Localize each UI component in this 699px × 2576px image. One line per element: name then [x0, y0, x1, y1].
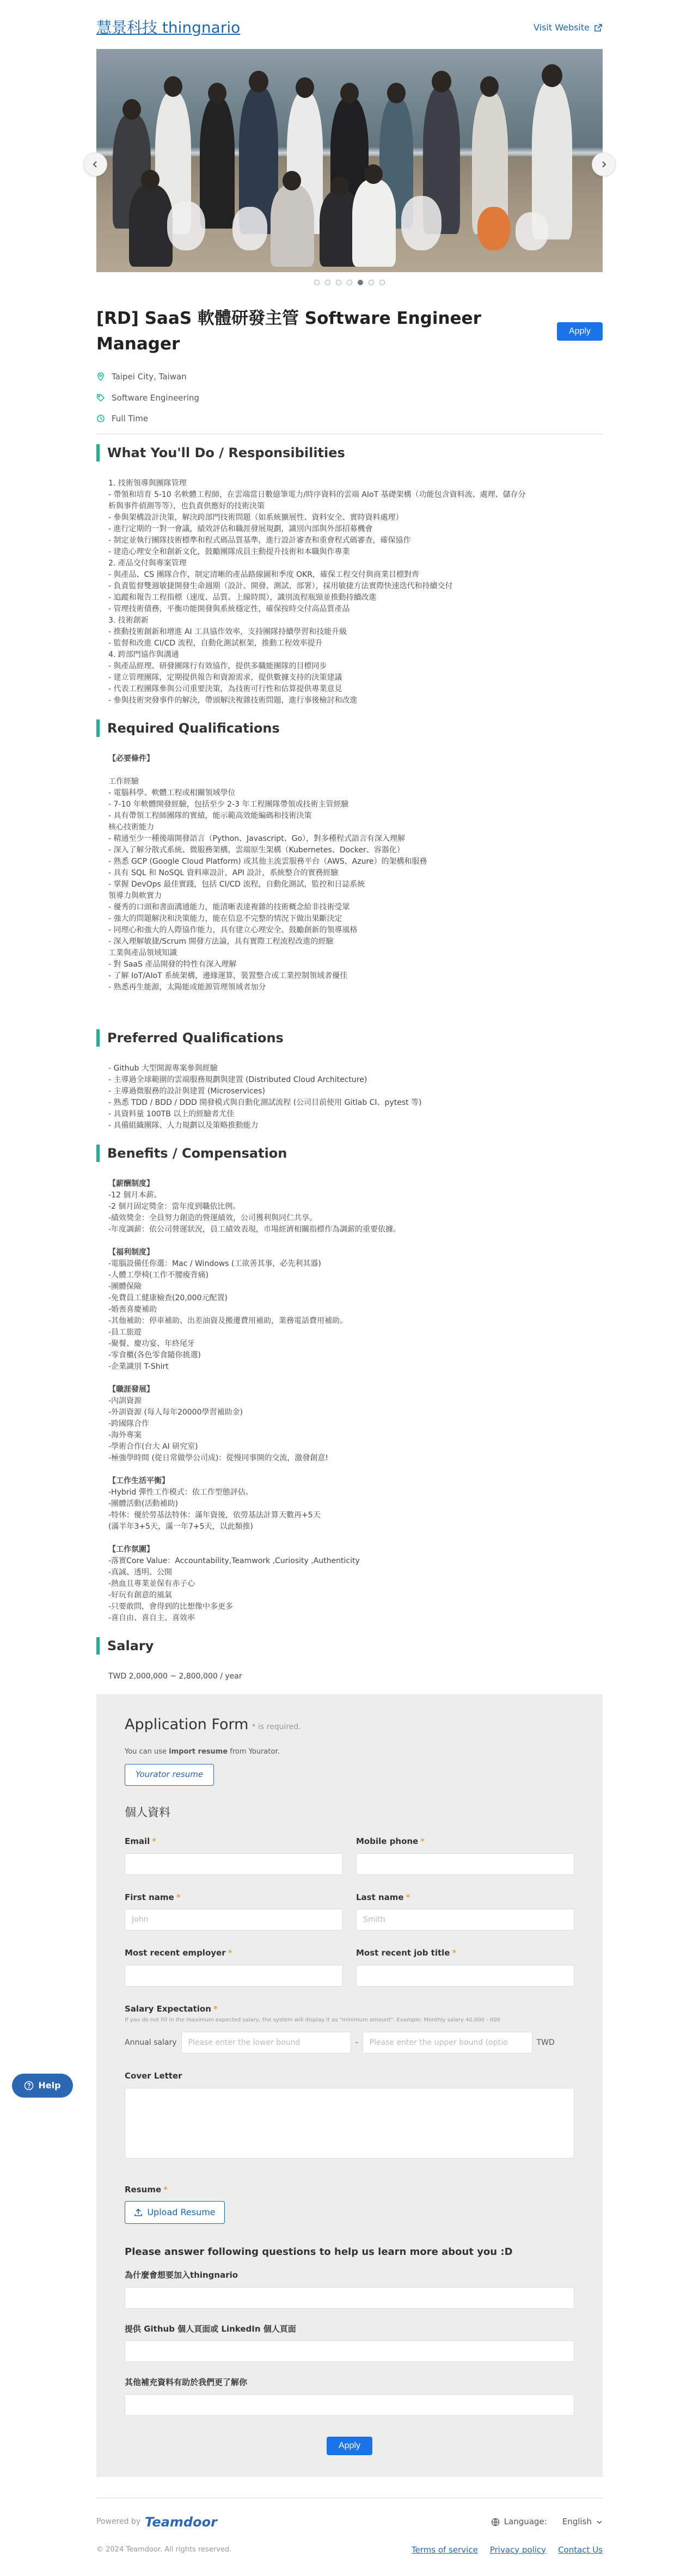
last-name-field: Last name * Smith — [356, 1891, 574, 1931]
help-icon — [24, 2081, 34, 2091]
section-line: -員工旅遊 — [108, 1327, 142, 1337]
section-line: -熱血且專業並保有赤子心 — [108, 1579, 195, 1588]
section-header — [96, 718, 603, 738]
employer-label: Most recent employer — [125, 1948, 226, 1958]
section-body — [96, 1178, 603, 1624]
external-link-icon — [594, 23, 603, 32]
section — [96, 443, 603, 706]
visit-website-link[interactable] — [534, 21, 603, 34]
required-note: * is required. — [252, 1722, 301, 1731]
question-2-label: 提供 Github 個人頁面或 LinkedIn 個人頁面 — [125, 2323, 296, 2334]
cover-letter-field — [125, 2070, 574, 2159]
section-accent-bar — [96, 1637, 100, 1655]
form-apply-button[interactable]: Apply — [327, 2437, 372, 2455]
language-value: English — [562, 2517, 592, 2527]
salary-field: Salary Expectation * If you do not fill in the maximum expected salary, the system will display it as "minimum amount". Example: Monthly salary 40,000 - 000 Annual salary Please enter the lower bound - Please enter the upper bound (optio TWD — [125, 2003, 574, 2054]
section-line: -落實Core Value：Accountability,Teamwork ,Curiosity ,Authenticity — [108, 1556, 360, 1565]
section-line: - 與產品、CS 團隊合作，制定清晰的產品路線圖和季度 OKR，確保工程交付與商業目標對齊 — [108, 570, 419, 579]
section-line: - 推動技術創新和增進 AI 工具協作效率，支持團隊持續學習和技能升級 — [108, 627, 347, 636]
form-title — [125, 1714, 574, 1736]
carousel-dot[interactable] — [369, 280, 374, 285]
section-line: 【薪酬制度】 — [108, 1179, 154, 1188]
visit-website-label: Visit Website — [534, 22, 590, 33]
contact-link[interactable]: Contact Us — [558, 2544, 603, 2555]
section-line: - 帶領和培育 5-10 名軟體工程師，在雲端當日數億筆電力/時序資料的雲端 AIoT 基礎架構（功能包含資料流、處理、儲存分 — [108, 490, 526, 499]
section-line: -2 個月固定獎金：當年度到職依比例。 — [108, 1202, 241, 1211]
section-title: Required Qualifications — [107, 720, 280, 736]
section-line: 【職涯發展】 — [108, 1385, 154, 1394]
location-pin-icon — [96, 372, 105, 381]
section-line: 3. 技術創新 — [108, 616, 149, 625]
resume-field: Resume * Upload Resume — [125, 2184, 574, 2224]
apply-button[interactable]: Apply — [557, 322, 603, 341]
footer-bottom — [96, 2544, 603, 2564]
job-category — [96, 392, 603, 404]
application-form — [96, 1694, 603, 2477]
section-line: - 同理心和強大的人際協作能力，具有建立心理安全、鼓勵創新的領導風格 — [108, 925, 358, 935]
photo-carousel — [96, 49, 603, 272]
carousel-next-button[interactable] — [592, 152, 616, 176]
upload-resume-button[interactable] — [125, 2201, 225, 2224]
section-line: -內訓資源 — [108, 1396, 142, 1405]
section-line: - 精通至少一種後端開發語言（Python、Javascript、Go），對多種程式語言有深入理解 — [108, 834, 406, 843]
salary-currency: TWD — [536, 2038, 555, 2047]
section-line: - 優秀的口頭和書面溝通能力，能清晰表達複雜的技術概念給非技術受眾 — [108, 902, 350, 912]
section-line: -人體工學椅(工作不腰痠背痛) — [108, 1270, 209, 1280]
question-1-input[interactable] — [125, 2287, 574, 2309]
question-1-label: 為什麼會想要加入thingnario — [125, 2270, 238, 2280]
section-line: - 具資料量 100TB 以上的經驗者尤佳 — [108, 1109, 235, 1118]
section-line: -特休：優於勞基法特休：滿年資後，依勞基法計算天數再+5天 — [108, 1510, 321, 1520]
employer-field: Most recent employer * — [125, 1947, 343, 1987]
question-3 — [125, 2376, 574, 2416]
section-line: - 主導過微服務的設計與建置 (Microservices) — [108, 1086, 265, 1096]
teamdoor-logo[interactable]: Teamdoor — [145, 2514, 217, 2530]
clock-icon — [96, 414, 105, 423]
job-title-input[interactable] — [356, 1965, 574, 1987]
section-line: - 進行定期的一對一會議，績效評估和職涯發展規劃，識別內部與外部招募機會 — [108, 524, 373, 533]
powered-by — [96, 2512, 217, 2532]
import-note-pre: You can use — [125, 1748, 169, 1756]
section-line: -聚餐、慶功宴、年終尾牙 — [108, 1339, 195, 1348]
section-line: -Hybrid 彈性工作模式：依工作型態評估。 — [108, 1487, 253, 1497]
chevron-left-icon — [91, 160, 100, 169]
cover-letter-label: Cover Letter — [125, 2071, 182, 2081]
section-line: -零食櫃(各色零食隨你挑選) — [108, 1350, 201, 1360]
language-label: Language: — [504, 2517, 547, 2527]
section-line: - 具有帶領工程師團隊的實績，能示範高效能編碼和技術決策 — [108, 811, 312, 820]
section-line: 析與事件偵測等等），也負責供應好的技術決策 — [108, 501, 265, 511]
job-location — [96, 371, 603, 383]
section-line: 工作經驗 — [108, 777, 139, 786]
section-line: - 掌握 DevOps 最佳實踐，包括 CI/CD 流程，自動化測試，監控和日誌系統 — [108, 880, 365, 889]
powered-by-text: Powered by — [96, 2517, 141, 2526]
section-header — [96, 1143, 603, 1163]
job-type — [96, 413, 603, 425]
section-line: - 熟悉 GCP (Google Cloud Platform) 或其他主流雲服務平台（AWS、Azure）的架構和服務 — [108, 857, 427, 866]
job-category-text: Software Engineering — [112, 392, 199, 403]
import-note — [125, 1747, 574, 1757]
section-line: -外訓資源 (每人每年20000學習補助金) — [108, 1407, 243, 1417]
team-photo — [96, 49, 603, 272]
section-line: - 參與技術突發事件的解決，帶頭解決複雜技術問題，進行事後檢討和改進 — [108, 696, 358, 705]
section-title: Preferred Qualifications — [107, 1030, 284, 1046]
section-line: - 負責監督雙週敏捷開發生命週期（設計、開發、測試、部署），採用敏捷方法實際快速迭代和持續交付 — [108, 581, 453, 591]
import-note-bold: import resume — [169, 1748, 228, 1756]
section-line: - 建造心理安全和創新文化，鼓勵團隊成員主動提升技術和本職與作專業 — [108, 547, 350, 556]
section-line: - 主導過全球範圍的雲端服務規劃與建置 (Distributed Cloud Architecture) — [108, 1075, 367, 1084]
employer-input[interactable] — [125, 1965, 343, 1987]
section-line: - 對 SaaS 產品開發的特性有深入理解 — [108, 960, 237, 969]
job-meta — [96, 371, 603, 425]
section-line: 【福利制度】 — [108, 1247, 154, 1257]
form-title-text: Application Form — [125, 1716, 249, 1733]
carousel-dot[interactable] — [325, 280, 330, 285]
question-2 — [125, 2323, 574, 2363]
section-line: 【工作氛圍】 — [108, 1545, 154, 1554]
section-line: -學術合作(台大 AI 研究室) — [108, 1442, 198, 1451]
job-title-row — [96, 306, 603, 356]
personal-info-grid — [125, 1835, 574, 1987]
upload-resume-label: Upload Resume — [147, 2207, 216, 2217]
footer-top — [96, 2512, 603, 2532]
page — [96, 0, 603, 2563]
job-location-text: Taipei City, Taiwan — [112, 372, 187, 382]
section-line: - 7-10 年軟體開發經驗，包括至少 2-3 年工程團隊帶領或技術主管經驗 — [108, 800, 349, 809]
section-line: - 深入了解分散式系統、微服務架構，雲端原生架構（Kubernetes、Docker、容器化） — [108, 845, 404, 854]
section-header — [96, 1636, 603, 1656]
salary-row — [125, 2032, 574, 2054]
cover-letter-textarea[interactable] — [125, 2088, 574, 2159]
section-line: 1. 技術領導與團隊管理 — [108, 478, 187, 488]
section-header — [96, 443, 603, 463]
terms-link[interactable]: Terms of service — [411, 2544, 478, 2555]
upload-icon — [134, 2208, 143, 2217]
section-line: -免費員工健康檢查(20,000元配置) — [108, 1293, 228, 1302]
section-line: -只要敢問，會得到的比想像中多更多 — [108, 1602, 234, 1611]
question-3-label: 其他補充資料有助於我們更了解你 — [125, 2377, 248, 2387]
email-field: Email * — [125, 1835, 343, 1875]
section — [96, 1143, 603, 1624]
carousel-dot[interactable] — [358, 280, 363, 285]
section-line: - 制定並執行團隊技術標準和程式碼品質基準，進行設計審查和重會程式碼審查，確保協作 — [108, 536, 411, 545]
section-body — [96, 1063, 603, 1132]
import-note-post: from Yourator. — [228, 1748, 280, 1756]
section-line: TWD 2,000,000 ~ 2,800,000 / year — [108, 1671, 242, 1681]
mobile-input[interactable] — [356, 1853, 574, 1875]
section-line: -海外專案 — [108, 1430, 142, 1440]
yourator-resume-button[interactable] — [125, 1764, 214, 1786]
section-line — [108, 1235, 603, 1247]
help-label: Help — [38, 2080, 61, 2091]
chevron-right-icon — [599, 160, 608, 169]
section-line: -喜自由、喜自主、喜效率 — [108, 1613, 195, 1622]
job-title-label: Most recent job title — [356, 1948, 450, 1958]
questions-title: Please answer following questions to help us learn more about you :D — [125, 2246, 513, 2258]
job-title: [RD] SaaS 軟體研發主管 Software Engineer Manager — [96, 309, 481, 354]
section-line: - 熟悉 TDD / BDD / DDD 開發模式與自動化測試流程 (公司目前使用 Gitlab CI、pytest 等) — [108, 1098, 422, 1107]
section — [96, 1028, 603, 1132]
section-accent-bar — [96, 1145, 100, 1162]
copyright: © 2024 Teamdoor. All rights reserved. — [96, 2546, 232, 2554]
salary-dash: - — [355, 2038, 358, 2047]
privacy-link[interactable]: Privacy policy — [489, 2544, 547, 2555]
section-line: - 具有 SQL 和 NoSQL 資料庫設計，API 設計，系統整合的實務經驗 — [108, 868, 339, 877]
section-line: - 代表工程團隊參與公司重要決策，為技術可行性和估算提供專業意見 — [108, 684, 342, 693]
salary-label: Salary Expectation — [125, 2003, 211, 2014]
salary-hint: If you do not fill in the maximum expected salary, the system will display it as "minimum amount". Example: Monthly salary 40,000 - 000 — [125, 2017, 501, 2023]
question-2-input[interactable] — [125, 2340, 574, 2362]
section — [96, 718, 603, 993]
mobile-field: Mobile phone * — [356, 1835, 574, 1875]
section-line: 【工作生活平衡】 — [108, 1476, 169, 1485]
section-line: -績效獎金：全員努力創造的營運績效，公司獲利與同仁共享。 — [108, 1213, 317, 1222]
section-line: - 管理技術債務，平衡功能開發與系統穩定性，確保按時交付高品質產品 — [108, 604, 350, 613]
section-line — [108, 1464, 603, 1475]
email-label: Email — [125, 1836, 150, 1846]
section-line: -年度調薪：依公司營運狀況，員工績效表現，市場經濟相關指標作為調薪的重要依據。 — [108, 1225, 401, 1234]
first-name-label: First name — [125, 1892, 174, 1902]
job-title-field: Most recent job title * — [356, 1947, 574, 1987]
section-title: Benefits / Compensation — [107, 1145, 287, 1161]
mobile-label: Mobile phone — [356, 1836, 419, 1846]
section-body — [96, 753, 603, 993]
salary-upper-input[interactable]: Please enter the upper bound (optio — [363, 2032, 532, 2054]
language-selector[interactable] — [491, 2516, 603, 2528]
first-name-field: First name * John — [125, 1891, 343, 1931]
first-name-input[interactable]: John — [125, 1909, 343, 1931]
section-line: - 了解 IoT/AIoT 系統架構，邊緣運算，裝置整合或工業控制領域者優佳 — [108, 971, 348, 980]
section-accent-bar — [96, 444, 100, 462]
section-line: - 電腦科學、軟體工程或相關領域學位 — [108, 788, 236, 797]
section-line — [108, 765, 603, 776]
help-button[interactable] — [12, 2074, 73, 2098]
section-accent-bar — [96, 1029, 100, 1047]
yourator-resume-label: Yourator resume — [135, 1769, 204, 1780]
section-line: (滿半年3+5天，滿一年7+5天，以此類推) — [108, 1522, 254, 1531]
section-title: Salary — [107, 1638, 154, 1653]
section-line — [108, 1533, 603, 1544]
section-line: 核心技術能力 — [108, 822, 154, 832]
chevron-down-icon — [596, 2519, 603, 2525]
section-line: - 監督和改進 CI/CD 流程，自動化測試框架，推動工程效率提升 — [108, 638, 323, 648]
section-line: -電腦設備任你選：Mac / Windows (工欲善其事，必先利其器) — [108, 1259, 321, 1268]
section-line: 【必要條件】 — [108, 754, 154, 763]
salary-period: Annual salary — [125, 2038, 177, 2047]
section-line: 4. 跨部門協作與溝通 — [108, 650, 179, 659]
section-line: - 追蹤和報告工程指標（速度、品質、上線時間），識別流程瓶頸並推動持續改進 — [108, 593, 377, 602]
section — [96, 1636, 603, 1682]
section-line: -團體保險 — [108, 1282, 142, 1291]
section-line: - 與產品經理、研發團隊行有效協作，提供多職能團隊的目標同步 — [108, 661, 327, 671]
section-line: -企業識別 T-Shirt — [108, 1362, 169, 1371]
section-line — [108, 1373, 603, 1384]
section-line: -真誠、透明、公開 — [108, 1567, 173, 1577]
carousel-dot[interactable] — [379, 280, 385, 285]
section-body — [96, 1671, 603, 1682]
resume-label: Resume — [125, 2184, 162, 2194]
section-line: - 熟悉再生能源，太陽能或能源管理領域者加分 — [108, 982, 266, 992]
top-bar — [96, 0, 603, 49]
last-name-label: Last name — [356, 1892, 404, 1902]
section-line: -其他補助：停車補助、出差油資及搬遷費用補助，業務電話費用補助。 — [108, 1316, 348, 1325]
section-line: -團體活動(活動補助) — [108, 1499, 178, 1508]
section-line: -12 個月本薪。 — [108, 1190, 162, 1200]
section-line: - 建立管理團隊，定期提供報告和資源需求，提供數據支持的決策建議 — [108, 673, 342, 682]
section-body — [96, 478, 603, 706]
section-line: -婚喪喜慶補助 — [108, 1305, 157, 1314]
section-line: -好玩有創意的風氣 — [108, 1590, 173, 1600]
section-line: - 深入理解敏捷/Scrum 開發方法論，具有實際工程流程改進的經驗 — [108, 937, 334, 946]
carousel-dot[interactable] — [347, 280, 352, 285]
footer-links — [412, 2544, 603, 2556]
section-header — [96, 1028, 603, 1048]
section-accent-bar — [96, 720, 100, 737]
footer — [96, 2498, 603, 2564]
personal-info-title: 個人資料 — [125, 1805, 170, 1819]
tag-icon — [96, 394, 105, 402]
last-name-input[interactable]: Smith — [356, 1909, 574, 1931]
carousel-dot[interactable] — [314, 280, 320, 285]
company-logo-link[interactable]: 慧景科技 thingnario — [96, 19, 241, 36]
section-line: 領導力與軟實力 — [108, 891, 162, 900]
carousel-dot[interactable] — [336, 280, 341, 285]
carousel-prev-button[interactable] — [83, 152, 107, 176]
form-apply-row — [125, 2437, 574, 2455]
question-3-input[interactable] — [125, 2394, 574, 2416]
section-line: 工業與產品領域知識 — [108, 948, 177, 957]
email-input[interactable] — [125, 1853, 343, 1875]
carousel-dots — [96, 280, 603, 287]
question-1 — [125, 2269, 574, 2309]
section-line: - 參與架構設計決策，解決跨部門技術問題（如系統擴展性、資料安全、實時資料處理） — [108, 513, 403, 522]
section-line: - 強大的問題解決和決策能力，能在信息不完整的情況下做出果斷決定 — [108, 914, 342, 923]
section-line: - Github 大型開源專案參與經驗 — [108, 1063, 218, 1073]
globe-icon — [491, 2518, 500, 2526]
job-type-text: Full Time — [112, 414, 149, 423]
job-sections — [96, 443, 603, 1682]
section-line: - 具備組織團隊、人力規劃以及策略推動能力 — [108, 1121, 259, 1130]
section-line: 2. 產品交付與專案管理 — [108, 558, 187, 568]
salary-lower-input[interactable]: Please enter the lower bound — [181, 2032, 351, 2054]
section-line: -極強學時間 (從日常做學公司成)：從慢同事開的交流，激發創意! — [108, 1453, 329, 1462]
section-title: What You'll Do / Responsibilities — [107, 445, 345, 460]
section-line: -跨國隊合作 — [108, 1419, 150, 1428]
